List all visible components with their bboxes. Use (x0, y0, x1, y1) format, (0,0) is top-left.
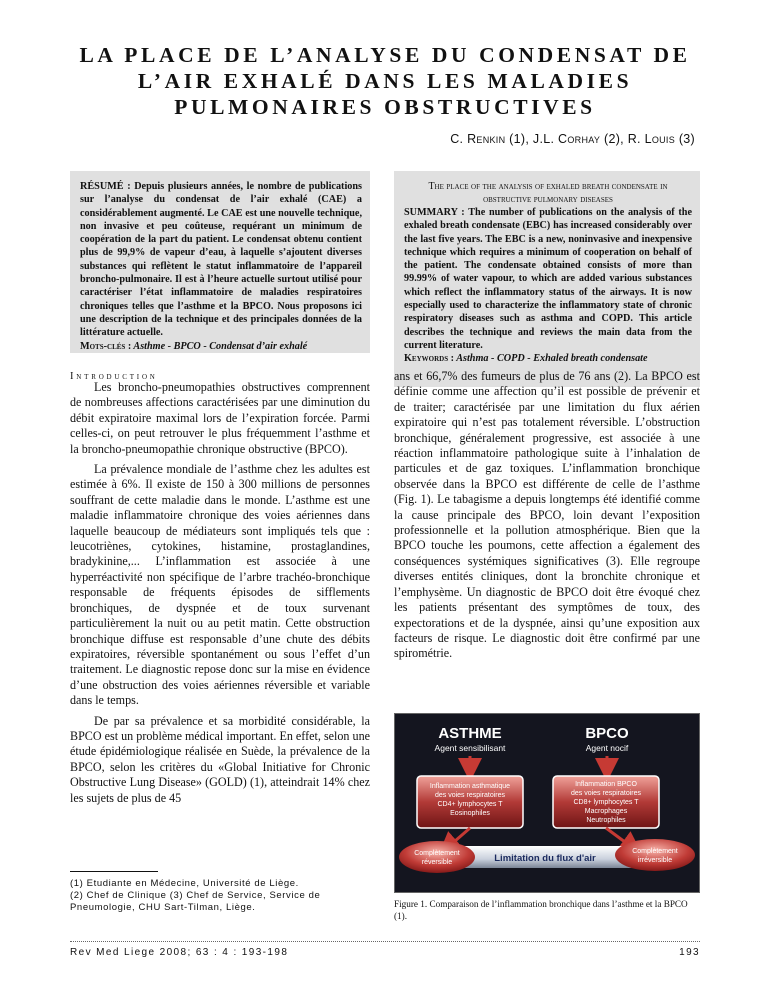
bpco-title: BPCO (585, 725, 629, 742)
paragraph: La prévalence mondiale de l’asthme chez les adultes est estimée à 6%. Il existe de 150 à 300 millions de personnes souffrant de cette maladie dans le monde. L’asthme est une maladie inflammatoire chronique des voies aériennes dans laquelle beaucoup de médiateurs sont impliqués tels que : leucotriènes, cytokines, histamine, prostaglandines, bradykinine,... L’inflammation est associée à une hyperréactivité non spécifique de l’arbre trachéo-bronchique responsable de fréquents épisodes de sifflements bronchiques, de dyspnée et de toux survenant particulièrement la nuit ou au petit matin. Cette obstruction bronchique diffuse est responsable d’une chute des débits expiratoires, réversible spontanément ou sous l’effet d’un traitement. Le diagnostic repose donc sur la mise en évidence d’une obstruction des voies aériennes réversible et variable dans le temps. (70, 462, 370, 708)
irreversible-ellipse (615, 839, 695, 871)
reversible-label: réversible (421, 859, 453, 866)
bpco-box-line: CD8+ lymphocytes T (573, 799, 639, 806)
asthme-agent: Agent sensibilisant (434, 743, 506, 753)
asthme-box-line: CD4+ lymphocytes T (437, 801, 503, 808)
summary-label: SUMMARY : (404, 207, 465, 218)
keywords: Asthma - COPD - Exhaled breath condensate (454, 353, 648, 365)
asthme-box-line: Eosinophiles (450, 810, 490, 817)
authors: C. Renkin (1), J.L. Corhay (2), R. Louis (3) (450, 132, 695, 146)
reversible-label: Complètement (414, 850, 460, 857)
paragraph: Les broncho-pneumopathies obstructives comprennent de nombreuses affections caractérisées par une diminution du débit expiratoire maximal lors de l’expiration forcée. Parmi celles-ci, on peut retrouver le plus fréquemment l’asthme et la broncho-pneumopathie chronique obstructive (BPCO). (70, 380, 370, 456)
summary-box (394, 171, 700, 387)
bpco-box-line: des voies respiratoires (570, 790, 642, 797)
bpco-box-line: Neutrophiles (586, 817, 626, 824)
right-column (394, 369, 700, 667)
journal-citation: Rev Med Liege 2008; 63 : 4 : 193-198 (70, 947, 289, 958)
left-column (70, 380, 370, 811)
footer-rule (70, 941, 700, 942)
paragraph: ans et 66,7% des fumeurs de plus de 76 ans (2). La BPCO est définie comme une affection qu’il est possible de prévenir et de traiter; caractérisée par une limitation du flux aérien expiratoire qui n’est pas totalement réversible. L’obstruction bronchique, généralement progressive, est associée à une réaction inflammatoire pathologique suite à l’inhalation de particules et de gaz toxiques. L’inflammation bronchique observée dans la BPCO est différente de celle de l’asthme (Fig. 1). Le tabagisme a depuis longtemps été identifié comme la cause principale des BPCO, loin devant l’exposition professionnelle et la pollution atmosphérique. Bien que la BPCO touche les poumons, cette affection a également des conséquences systémiques significatives (3). Elle regroupe diverses entités cliniques, dont la bronchite chronique et l’emphysème. Un diagnostic de BPCO doit être évoqué chez les patients présentant des symptômes de toux, des expectorations et de la dyspnée, ainsi qu’une exposition aux facteurs de risque. Le diagnostic doit être confirmé par une spirométrie. (394, 369, 700, 661)
article-title: LA PLACE DE L’ANALYSE DU CONDENSAT DE L’AIR EXHALÉ DANS LES MALADIES PULMONAIRES OBSTRUCTIVES (79, 43, 691, 119)
bpco-box-line: Macrophages (584, 808, 628, 815)
asthme-box-line: des voies respiratoires (434, 792, 506, 799)
footnote-rule (70, 871, 158, 872)
introduction-heading: Introduction (70, 371, 158, 382)
asthme-box-line: Inflammation asthmatique (429, 783, 511, 790)
irreversible-label: Complètement (632, 848, 678, 855)
irreversible-label: irréversible (637, 857, 673, 864)
footnote: (1) Etudiante en Médecine, Université de Liège. (70, 878, 299, 889)
english-title: The place of the analysis of exhaled breath condensate in obstructive pulmonary diseases (428, 181, 668, 205)
summary-text: The number of publications on the analysis of the exhaled breath condensate (EBC) has increased considerably over the last five years. The EBC is a new, noninvasive and inexpensive technique which requires a minimum of cooperation on behalf of the patient. The condensate obtained consists of more than 99.99% of water vapour, to which are added various substances which reflect the inflammatory status of the airways. It is now especially used to characterize the inflammatory state of chronic respiratory diseases such as asthma and COPD. This article describes the technique and reviews the main data from the current literature. (404, 207, 692, 351)
mots-cles: Asthme - BPCO - Condensat d’air exhalé (131, 340, 308, 352)
figure-1 (394, 713, 700, 893)
figure-caption: Figure 1. Comparaison de l’inflammation bronchique dans l’asthme et la BPCO (1). (394, 899, 688, 921)
airflow-limitation-label: Limitation du flux d'air (494, 853, 596, 864)
reversible-ellipse (399, 841, 475, 873)
paragraph: De par sa prévalence et sa morbidité considérable, la BPCO est un problème médical important. En effet, selon une étude épidémiologique réalisée en Suède, la prévalence de la BPCO, selon les critères du «Global Initiative for Chronic Obstructive Lung Disease» (GOLD) (1), atteindrait 14% chez les sujets de plus de 45 (70, 713, 370, 805)
footnotes (70, 878, 370, 914)
resume-text: Depuis plusieurs années, le nombre de publications sur l’analyse du condensat de l’air exhalé (CAE) a considérablement augmenté. Le CAE est une nouvelle technique, non invasive et peu coûteuse, requérant un minimum de coopération de la part du patient. Le condensat obtenu contient plus de 99,9% de vapeur d’eau, à laquelle s’ajoutent diverses substances qui reflètent le statut inflammatoire de l’appareil broncho-pulmonaire. Il est à l’heure actuelle surtout utilisé pour caractériser l’état inflammatoire de maladies respiratoires chroniques telles que l’asthme et la BPCO. Nous proposons ici une description de la technique et des principales données de la littérature actuelle. (80, 181, 362, 339)
page-number: 193 (679, 947, 700, 958)
bpco-box-line: Inflammation BPCO (575, 781, 637, 788)
footnote: (2) Chef de Clinique (3) Chef de Service, Service de Pneumologie, CHU Sart-Tilman, Liège. (70, 890, 321, 913)
asthme-title: ASTHME (438, 725, 502, 742)
resume-box (70, 171, 370, 353)
mots-cles-label: Mots-clés : (80, 340, 132, 352)
bpco-agent: Agent nocif (585, 743, 629, 753)
keywords-label: Keywords : (404, 353, 455, 365)
resume-label: RÉSUMÉ : (80, 181, 131, 192)
